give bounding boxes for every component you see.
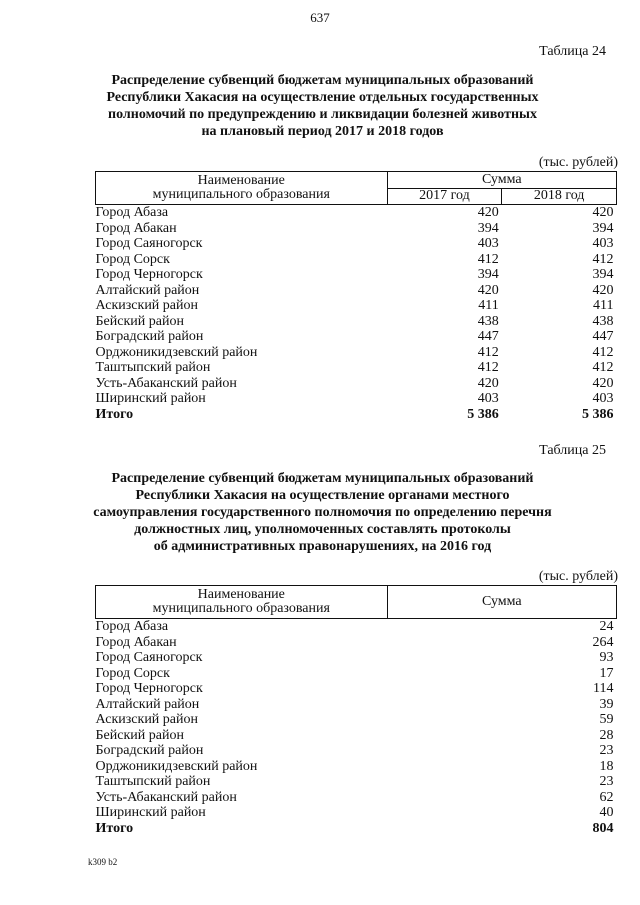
sum-column-header: Сумма: [387, 172, 616, 189]
table-row: [96, 635, 617, 651]
table-row: [96, 252, 617, 268]
value-cell: 17: [599, 665, 614, 681]
title-line: должностных лиц, уполномоченных составлять протоколы: [134, 522, 511, 537]
value-cell: 394: [477, 220, 499, 236]
title-line: полномочий по предупреждению и ликвидации болезней животных: [108, 107, 537, 122]
table-row: [96, 650, 617, 666]
name-cell: Боградский район: [95, 743, 204, 758]
title-line: Распределение субвенций бюджетам муниципальных образований: [111, 73, 534, 88]
value-cell: 5 386: [467, 406, 499, 422]
value-cell: 403: [592, 236, 614, 251]
name-cell: Алтайский район: [95, 282, 200, 298]
name-cell: Бейский район: [95, 727, 184, 743]
name-cell: Ширинский район: [95, 805, 206, 820]
name-cell: Итого: [95, 406, 134, 422]
table-row: [96, 329, 617, 345]
value-cell: 412: [477, 344, 499, 360]
table25-units: (тыс. рублей): [538, 569, 618, 584]
table25-body: [96, 619, 617, 837]
name-cell: Алтайский район: [95, 696, 200, 712]
table-row: [96, 759, 617, 775]
name-cell: Боградский район: [95, 329, 204, 344]
name-cell: Город Сорск: [95, 665, 170, 681]
value-cell: 420: [477, 205, 499, 220]
value-cell: 23: [599, 774, 614, 789]
table-row: [96, 314, 617, 330]
value-cell: 804: [592, 820, 614, 836]
name-cell: Орджоникидзевский район: [95, 758, 258, 774]
total-row: [96, 821, 617, 837]
table24-title: [80, 72, 565, 140]
value-cell: 420: [477, 375, 499, 391]
name-cell: Город Черногорск: [95, 267, 203, 282]
value-cell: 438: [592, 313, 614, 329]
table-row: [96, 790, 617, 806]
name-cell: Усть-Абаканский район: [95, 375, 237, 391]
name-cell: Аскизский район: [95, 712, 198, 727]
value-cell: 412: [592, 344, 614, 360]
name-cell: Город Абаза: [95, 205, 169, 220]
table-row: [96, 697, 617, 713]
value-cell: 420: [592, 375, 614, 391]
year-2018-header: 2018 год: [502, 188, 617, 205]
sum-column-header: Сумма: [387, 586, 616, 619]
value-cell: 394: [477, 267, 499, 282]
name-cell: Город Саяногорск: [95, 650, 203, 665]
table-row: [96, 205, 617, 221]
table-row: [96, 619, 617, 635]
page-number: 637: [310, 10, 330, 25]
table-row: [96, 391, 617, 407]
name-cell: Аскизский район: [95, 298, 198, 313]
value-cell: 403: [592, 391, 614, 406]
value-cell: 411: [478, 298, 499, 313]
table24-body: [96, 205, 617, 423]
table-row: [96, 774, 617, 790]
value-cell: 264: [592, 634, 614, 650]
table-row: [96, 681, 617, 697]
table25-title: [80, 470, 565, 555]
value-cell: 403: [477, 236, 499, 251]
name-cell: Таштыпский район: [95, 360, 211, 375]
name-column-header: [96, 586, 388, 619]
value-cell: 93: [599, 650, 614, 665]
table-row: [96, 221, 617, 237]
value-cell: 40: [599, 805, 614, 820]
value-cell: 420: [592, 205, 614, 220]
value-cell: 18: [599, 758, 614, 774]
value-cell: 39: [599, 696, 614, 712]
table-row: [96, 360, 617, 376]
title-line: об административных правонарушениях, на 2016 год: [153, 539, 492, 554]
name-cell: Бейский район: [95, 313, 184, 329]
title-line: на плановый период 2017 и 2018 годов: [201, 124, 444, 139]
table-row: [96, 267, 617, 283]
footer-code: k309 b2: [88, 857, 118, 867]
name-cell: Город Саяногорск: [95, 236, 203, 251]
value-cell: 28: [599, 727, 614, 743]
value-cell: 420: [592, 282, 614, 298]
table-row: [96, 805, 617, 821]
name-cell: Ширинский район: [95, 391, 206, 406]
value-cell: 411: [593, 298, 614, 313]
value-cell: 62: [599, 789, 614, 805]
table-row: [96, 743, 617, 759]
header-line: муниципального образования: [152, 601, 330, 616]
title-line: Республики Хакасия на осуществление органами местного: [135, 488, 510, 503]
name-cell: Усть-Абаканский район: [95, 789, 237, 805]
table-row: [96, 712, 617, 728]
name-cell: Город Сорск: [95, 251, 170, 267]
table-row: [96, 376, 617, 392]
table-row: [96, 236, 617, 252]
value-cell: 412: [592, 251, 614, 267]
value-cell: 394: [592, 267, 614, 282]
header-line: Наименование: [197, 587, 285, 602]
name-cell: Город Абакан: [95, 634, 177, 650]
table25-label: Таблица 25: [539, 443, 606, 458]
title-line: Республики Хакасия на осуществление отдельных государственных: [106, 90, 539, 105]
value-cell: 447: [592, 329, 614, 344]
name-column-header: [96, 172, 388, 205]
header-line: муниципального образования: [152, 187, 330, 202]
value-cell: 412: [477, 360, 499, 375]
name-cell: Таштыпский район: [95, 774, 211, 789]
title-line: самоуправления государственного полномочия по определению перечня: [93, 505, 552, 520]
table-row: [96, 666, 617, 682]
name-cell: Город Черногорск: [95, 681, 203, 696]
value-cell: 5 386: [582, 406, 614, 422]
header-line: Наименование: [197, 173, 285, 188]
value-cell: 420: [477, 282, 499, 298]
value-cell: 438: [477, 313, 499, 329]
value-cell: 412: [477, 251, 499, 267]
table24-units: (тыс. рублей): [538, 155, 618, 170]
year-2017-header: 2017 год: [387, 188, 502, 205]
table-row: [96, 728, 617, 744]
table25: [95, 585, 617, 836]
value-cell: 114: [593, 681, 614, 696]
table-row: [96, 283, 617, 299]
name-cell: Город Абакан: [95, 220, 177, 236]
value-cell: 447: [477, 329, 499, 344]
value-cell: 412: [592, 360, 614, 375]
table24: [95, 171, 617, 422]
total-row: [96, 407, 617, 423]
value-cell: 59: [599, 712, 614, 727]
value-cell: 23: [599, 743, 614, 758]
value-cell: 394: [592, 220, 614, 236]
name-cell: Итого: [95, 820, 134, 836]
value-cell: 403: [477, 391, 499, 406]
title-line: Распределение субвенций бюджетам муниципальных образований: [111, 471, 534, 486]
table-row: [96, 345, 617, 361]
name-cell: Орджоникидзевский район: [95, 344, 258, 360]
table24-label: Таблица 24: [539, 44, 606, 59]
table-row: [96, 298, 617, 314]
value-cell: 24: [599, 619, 614, 634]
name-cell: Город Абаза: [95, 619, 169, 634]
